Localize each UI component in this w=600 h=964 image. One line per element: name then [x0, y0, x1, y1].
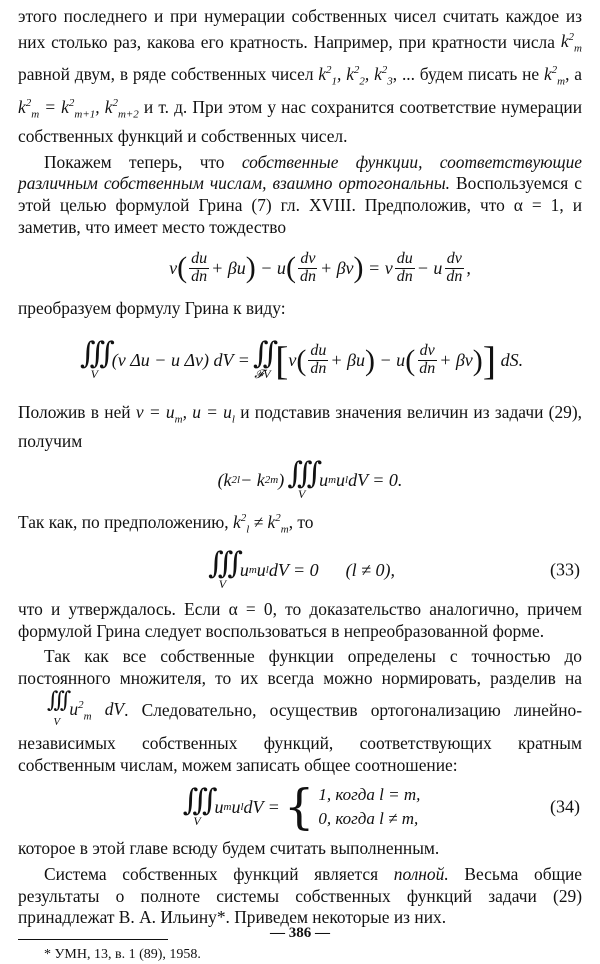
- equation-33-number: (33): [550, 559, 580, 580]
- equation-34: ∫∫∫ V u m u l dV = { 1, когда l = m, 0, когда l ≠ m, (34): [182, 779, 580, 836]
- orthogonality-derivation: (k 2 l − k 2 m ) ∫∫∫ V u m u l dV = 0.: [217, 455, 403, 501]
- page-number: — 386 —: [270, 925, 330, 941]
- paragraph-5: Так как, по предположению, $k^2_l \ne k^2_m$, то: [18, 512, 314, 536]
- paragraph-2: Покажем теперь, что собственные функции, соответствующие различным собственным числам, взаимно ортогональны. Воспользуемся с этой целью формулой Грина (7) гл. XVIII. Предположив, что α = 1, и заметив, что имеет место тождество: [18, 151, 583, 237]
- equation-33: ∫∫∫ V u m u l dV = 0 (l ≠ 0), (33): [207, 545, 580, 591]
- paragraph-9: Система собственных функций является полной. Весьма общие результаты о полноте системы собственных функций задачи (29) принадлежат В. А. Ильину*. Приведем некоторые из них.: [18, 864, 582, 928]
- paragraph-4: Положив в ней $v = u_m$, $u = u_l$ и подставив значения величин из задачи (29), получим: [18, 401, 582, 451]
- paragraph-6: что и утверждалось. Если α = 0, то доказательство аналогично, причем формулой Грина следует воспользоваться в непреобразованной форме.: [18, 599, 582, 641]
- identity-formula: v ( $\frac{du}{dn}$ + βu ) − u ( $\frac{dv}{dn}$ + βv ) = v $\frac{du}{dn}$ − u $\frac{dv}{dn}$ ,: [169, 249, 471, 285]
- equation-34-number: (34): [550, 796, 580, 817]
- footnote: * УМН, 13, в. 1 (89), 1958.: [44, 946, 201, 962]
- green-formula: ∫∫∫ V (v Δu − u Δv) dV = ∫∫ 𝓕V [ v ( $\frac{du}{dn}$ + βu ) − u ( $\frac{dv}{dn}$ + βv ) ] dS.: [79, 336, 524, 383]
- paragraph-8: которое в этой главе всюду будем считать выполненным.: [18, 838, 440, 859]
- paragraph-3: преобразуем формулу Грина к виду:: [18, 298, 286, 319]
- paragraph-1: этого последнего и при нумерации собственных чисел считать каждое из них столько раз, какова его кратность. Например, при кратности числа $k^2_m$ равной двум, в ряде собственных чисел $k^2_1$, $k^2_2$, $k^2_3$, ... будем писать не $k^2_m$, а $k^2_m = k^2_{m+1}$, $k^2_{m+2}$ и т. д. При этом у нас сохранится соответствие нумерации собственных функций и собственных чисел.: [18, 6, 582, 147]
- paragraph-7: Так как все собственные функции определены с точностью до постоянного множителя, то их всегда можно нормировать, разделив на ∫∫∫ V $u^2_m$ dV. Следовательно, осуществив ортогонализацию линейно-независимых собственных функций, соответствующих кратным собственным числам, можем записать общее соотношение:: [18, 646, 582, 775]
